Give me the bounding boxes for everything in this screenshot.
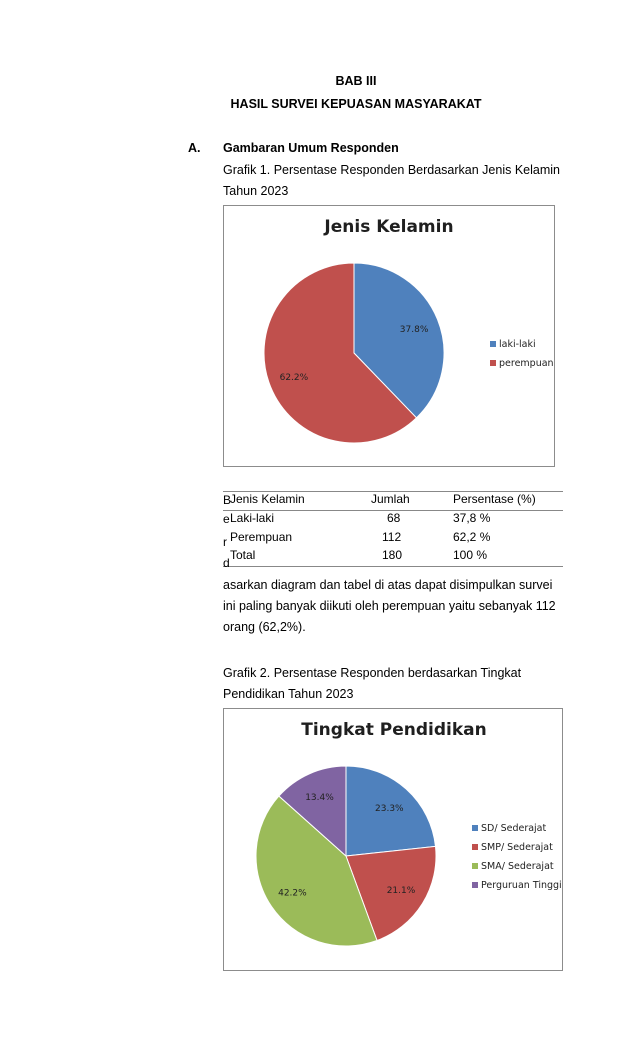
paragraph-line-3: orang (62,2%).	[223, 620, 306, 634]
table-row-2-count: 112	[382, 530, 402, 544]
overlap-letter-d: d	[223, 556, 230, 570]
chart-2-svg	[224, 709, 562, 970]
table-bottom-rule	[223, 566, 563, 567]
table-row-2-percent: 62,2 %	[453, 530, 491, 544]
chart1-legend-swatch-1	[490, 341, 496, 347]
chart1-data-label-1: 37.8%	[399, 324, 429, 335]
table-row-3-gender: Total	[230, 548, 256, 562]
chart-2-frame	[223, 708, 563, 971]
chart2-legend-label-2: SMP/ Sederajat	[481, 842, 553, 853]
chart2-legend-label-1: SD/ Sederajat	[481, 823, 547, 834]
section-letter: A.	[188, 141, 201, 155]
section-title: Gambaran Umum Responden	[223, 141, 399, 155]
chart-1-frame	[223, 205, 555, 467]
overlap-letter-r: r	[223, 535, 227, 549]
graph2-caption-line1: Grafik 2. Persentase Responden berdasarkan Tingkat	[223, 666, 522, 680]
table-row-3-count: 180	[382, 548, 403, 562]
chart1-legend-label-2: perempuan	[499, 358, 554, 369]
table-row-3-percent: 100 %	[453, 548, 488, 562]
chart-1-title: Jenis Kelamin	[324, 217, 454, 237]
chart1-legend-label-1: laki-laki	[499, 339, 536, 350]
chapter-heading: BAB III	[335, 74, 377, 88]
paragraph-line-2: ini paling banyak diikuti oleh perempuan yaitu sebanyak 112	[223, 599, 556, 613]
chart2-legend-swatch-1	[472, 825, 478, 831]
overlap-letter-b: B	[223, 493, 232, 507]
chart2-data-label-4: 13.4%	[305, 792, 334, 803]
table-row-2-gender: Perempuan	[230, 530, 293, 544]
graph1-caption-line1: Grafik 1. Persentase Responden Berdasarkan Jenis Kelamin	[223, 163, 560, 177]
chart-1-svg	[224, 206, 554, 466]
conclusion-paragraph	[223, 575, 563, 638]
chart2-data-label-3: 42.2%	[278, 888, 307, 899]
overlap-letter-e: e	[223, 512, 230, 526]
chart2-legend-swatch-2	[472, 844, 478, 850]
table-row-1-count: 68	[387, 511, 401, 525]
table-header-count: Jumlah	[371, 492, 410, 506]
paragraph-line-1: asarkan diagram dan tabel di atas dapat disimpulkan survei	[223, 578, 553, 592]
table-row-1-percent: 37,8 %	[453, 511, 491, 525]
chapter-title: HASIL SURVEI KEPUASAN MASYARAKAT	[230, 97, 482, 111]
chart1-data-label-2: 62.2%	[279, 373, 309, 384]
chart2-legend-label-4: Perguruan Tinggi	[481, 880, 562, 891]
table-header-percent: Persentase (%)	[453, 492, 536, 506]
table-header-gender: Jenis Kelamin	[230, 492, 305, 506]
chart2-data-label-2: 21.1%	[386, 886, 416, 897]
graph2-caption-line2: Pendidikan Tahun 2023	[223, 687, 354, 701]
chart-2-title: Tingkat Pendidikan	[301, 720, 487, 740]
chart2-legend-swatch-4	[472, 882, 478, 888]
graph1-caption-line2: Tahun 2023	[223, 184, 289, 198]
chart2-legend-label-3: SMA/ Sederajat	[481, 861, 554, 872]
table-row-1-gender: Laki-laki	[230, 511, 275, 525]
chart1-legend-swatch-2	[490, 360, 496, 366]
chart2-legend-swatch-3	[472, 863, 478, 869]
chart2-data-label-1: 23.3%	[375, 803, 404, 814]
